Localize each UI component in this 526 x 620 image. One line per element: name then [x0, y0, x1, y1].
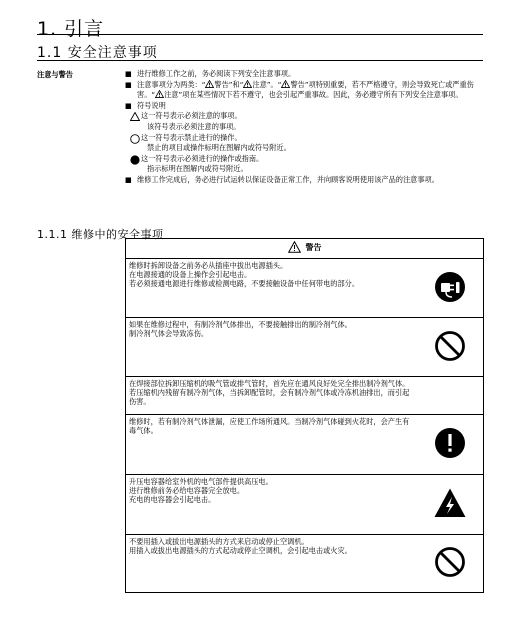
- bullet-icon: ■: [125, 100, 132, 110]
- note-text: 注意”项在某些情况下若不遵守，也会引起严重事故。因此，务必遵守所有下列安全注意事项。: [164, 90, 463, 100]
- heading-2-rule: [37, 60, 483, 61]
- symbol-row: [125, 133, 485, 144]
- table-row: [126, 475, 484, 535]
- note-text: 警告”项特别重要，若不严格遵守，则会导致死亡或严重伤害。“: [137, 79, 474, 100]
- row-line: 升压电容器给室外机的电气部件提供高压电。: [129, 477, 273, 486]
- table-row: [126, 535, 484, 593]
- note-item: [125, 80, 485, 101]
- heading-3: 1.1.1 维修中的安全事项: [37, 228, 164, 241]
- heading-1-rule: [37, 34, 483, 35]
- bullet-icon: ■: [125, 69, 132, 78]
- prohibition-icon: [434, 330, 466, 362]
- high-voltage-icon: [433, 487, 467, 519]
- note-text: 警告”和“: [214, 79, 244, 89]
- table-row: [126, 415, 484, 475]
- row-line: 进行维修前务必给电容器完全放电。: [129, 486, 245, 496]
- circle-outline-icon: [130, 134, 140, 144]
- row-line: 不要用插入或拔出电源插头的方式来启动或停止空调机。: [129, 537, 309, 546]
- row-icon-cell: [417, 377, 484, 415]
- row-line: 充电的电容器会引起电击。: [129, 495, 216, 505]
- symbol-subtext: 指示标明在图解内或符号附近。: [147, 164, 248, 174]
- symbol-subtext: 该符号表示必须注意的事项。: [147, 121, 241, 131]
- row-line: 若必须接通电源进行维修或检测电路，不要接触设备中任何带电的部分。: [129, 279, 360, 289]
- note-item: [125, 101, 485, 112]
- symbol-row: [125, 111, 485, 122]
- note-item: [125, 175, 485, 186]
- note-text: 注意事项分为两类：“: [137, 79, 206, 89]
- row-icon-cell: [417, 475, 484, 535]
- table-row: [126, 259, 484, 318]
- bullet-icon: ■: [125, 79, 132, 89]
- row-line: 制冷剂气体会导致冻伤。: [129, 329, 209, 339]
- row-line: 用插入或拔出电源插头的方式起动或停止空调机，会引起电击或火灾。: [129, 546, 352, 556]
- note-text: 维修工作完成后，务必进行试运转以保证设备正常工作，并向顾客说明使用该产品的注意事项。: [137, 174, 439, 184]
- warning-table-header: [126, 239, 484, 259]
- row-line: 维修时，若有制冷剂气体泄漏，应使工作场所通风。当制冷剂气体碰到火花时，会产生有毒气体。: [129, 417, 410, 436]
- warning-triangle-icon: [288, 241, 301, 253]
- note-text: 进行维修工作之前，务必阅读下列安全注意事项。: [137, 69, 296, 78]
- triangle-icon: [130, 112, 140, 121]
- warning-header-text: 警告: [305, 242, 322, 252]
- caution-triangle-icon: [155, 90, 164, 98]
- unplug-icon: [434, 271, 466, 303]
- row-icon-cell: [417, 318, 484, 377]
- row-line: 在电源接通的设备上操作会引起电击。: [129, 270, 252, 280]
- row-line: 如果在维修过程中，有制冷剂气体排出，不要接触排出的制冷剂气体。: [129, 320, 352, 329]
- symbol-text: 这一符号表示禁止进行的操作。: [141, 132, 242, 142]
- row-text-cell: [126, 415, 418, 475]
- symbol-text: 这一符号表示必须注意的事项。: [141, 111, 242, 121]
- row-text-cell: [126, 377, 418, 415]
- prohibition-icon: [434, 546, 466, 578]
- row-text-cell: [126, 259, 418, 318]
- note-item: [125, 69, 485, 80]
- row-text-cell: [126, 475, 418, 535]
- bullet-icon: ■: [125, 174, 132, 184]
- row-line: 维修时拆卸设备之前务必从插座中拔出电源插头。: [129, 261, 288, 270]
- symbol-row: [125, 154, 485, 165]
- row-icon-cell: [417, 259, 484, 318]
- notes-list: [125, 69, 485, 186]
- table-row: [126, 318, 484, 377]
- table-row: [126, 377, 484, 415]
- row-line: 若压缩机内残留有制冷剂气体，当拆卸配管时，会有制冷剂气体或冷冻机油排出，而引起伤害。: [129, 388, 410, 407]
- filled-circle-icon: [130, 155, 140, 165]
- side-label: 注意与警告: [37, 70, 73, 79]
- row-text-cell: [126, 535, 418, 593]
- mandatory-action-icon: [434, 427, 466, 459]
- heading-2: 1.1 安全注意事项: [37, 45, 158, 61]
- symbol-subtext: 禁止的项目或操作标明在图解内或符号附近。: [147, 143, 291, 153]
- symbol-text: 这一符号表示必须进行的操作或指南。: [141, 153, 264, 163]
- row-line: 在焊接部位拆卸压缩机的吸气管或排气管时，首先应在通风良好处完全排出制冷剂气体。: [129, 379, 410, 388]
- row-icon-cell: [417, 415, 484, 475]
- row-icon-cell: [417, 535, 484, 593]
- warning-table: [125, 238, 484, 593]
- note-text: 符号说明: [137, 100, 166, 110]
- row-text-cell: [126, 318, 418, 377]
- heading-1: 1. 引言: [37, 18, 105, 40]
- note-text: 注意”。“: [252, 79, 282, 89]
